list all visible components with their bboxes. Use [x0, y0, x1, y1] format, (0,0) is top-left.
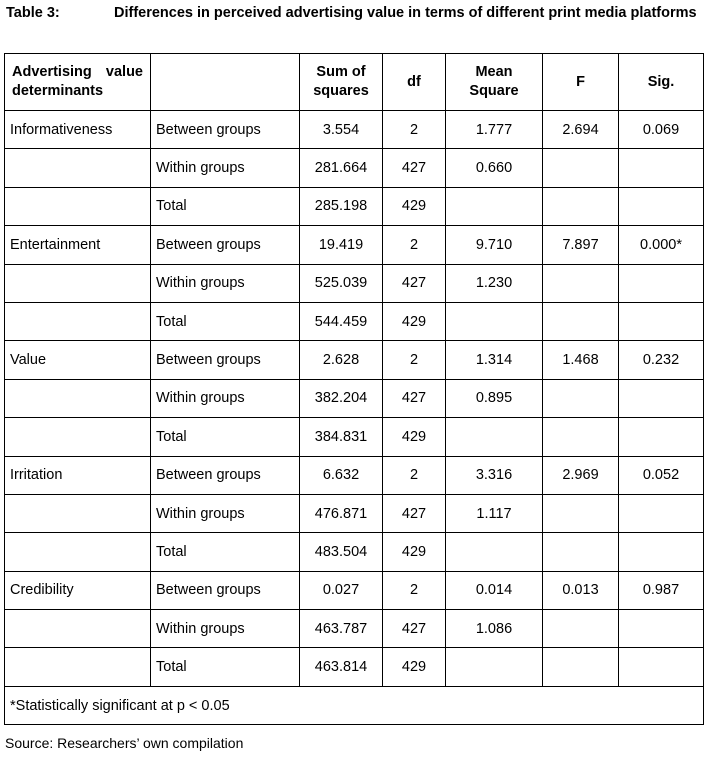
mean-square-cell: 0.660 — [446, 149, 543, 187]
group-cell: Total — [151, 418, 300, 456]
sum-of-squares-cell: 281.664 — [300, 149, 383, 187]
f-cell — [543, 187, 619, 225]
mean-square-cell — [446, 418, 543, 456]
table-row — [5, 648, 704, 686]
f-cell: 7.897 — [543, 226, 619, 264]
header-row — [5, 54, 704, 111]
sig-cell — [619, 264, 704, 302]
mean-square-cell — [446, 302, 543, 340]
df-cell: 2 — [383, 456, 446, 494]
group-cell: Within groups — [151, 379, 300, 417]
sig-cell — [619, 379, 704, 417]
mean-square-cell — [446, 187, 543, 225]
group-cell: Within groups — [151, 494, 300, 532]
group-cell: Between groups — [151, 111, 300, 149]
df-cell: 429 — [383, 648, 446, 686]
mean-square-cell: 0.014 — [446, 571, 543, 609]
mean-square-cell: 1.086 — [446, 610, 543, 648]
table-row — [5, 226, 704, 264]
df-cell: 427 — [383, 610, 446, 648]
table-row — [5, 456, 704, 494]
sum-of-squares-cell: 525.039 — [300, 264, 383, 302]
table-row — [5, 111, 704, 149]
table-row — [5, 264, 704, 302]
group-cell: Total — [151, 533, 300, 571]
group-cell: Within groups — [151, 264, 300, 302]
mean-square-cell — [446, 533, 543, 571]
table-row — [5, 149, 704, 187]
table-row — [5, 302, 704, 340]
table-caption — [6, 4, 704, 46]
sig-cell — [619, 494, 704, 532]
group-cell: Between groups — [151, 226, 300, 264]
f-cell — [543, 648, 619, 686]
group-cell: Between groups — [151, 341, 300, 379]
table-row — [5, 341, 704, 379]
f-cell — [543, 302, 619, 340]
f-cell: 2.969 — [543, 456, 619, 494]
f-cell — [543, 610, 619, 648]
header-determinants: Advertising value determinants — [5, 54, 151, 111]
sum-of-squares-cell: 544.459 — [300, 302, 383, 340]
sig-cell — [619, 187, 704, 225]
sum-of-squares-cell: 2.628 — [300, 341, 383, 379]
determinant-cell: Entertainment — [5, 226, 151, 264]
mean-square-cell: 1.230 — [446, 264, 543, 302]
determinant-cell — [5, 648, 151, 686]
header-mean-square: Mean Square — [446, 54, 543, 111]
sig-cell — [619, 533, 704, 571]
footnote: *Statistically significant at p < 0.05 — [5, 686, 704, 724]
header-group — [151, 54, 300, 111]
df-cell: 2 — [383, 341, 446, 379]
sum-of-squares-cell: 483.504 — [300, 533, 383, 571]
f-cell — [543, 379, 619, 417]
header-sum-of-squares: Sum of squares — [300, 54, 383, 111]
df-cell: 427 — [383, 149, 446, 187]
f-cell — [543, 533, 619, 571]
group-cell: Total — [151, 187, 300, 225]
table-row — [5, 418, 704, 456]
determinant-cell — [5, 302, 151, 340]
group-cell: Within groups — [151, 149, 300, 187]
df-cell: 429 — [383, 187, 446, 225]
df-cell: 429 — [383, 533, 446, 571]
df-cell: 429 — [383, 302, 446, 340]
table-row — [5, 610, 704, 648]
sum-of-squares-cell: 463.814 — [300, 648, 383, 686]
df-cell: 427 — [383, 379, 446, 417]
determinant-cell — [5, 418, 151, 456]
mean-square-cell: 9.710 — [446, 226, 543, 264]
mean-square-cell — [446, 648, 543, 686]
df-cell: 429 — [383, 418, 446, 456]
sig-cell: 0.000* — [619, 226, 704, 264]
sum-of-squares-cell: 285.198 — [300, 187, 383, 225]
mean-square-cell: 1.777 — [446, 111, 543, 149]
f-cell — [543, 264, 619, 302]
group-cell: Between groups — [151, 571, 300, 609]
f-cell — [543, 494, 619, 532]
sig-cell: 0.232 — [619, 341, 704, 379]
table-row — [5, 571, 704, 609]
f-cell: 1.468 — [543, 341, 619, 379]
group-cell: Total — [151, 302, 300, 340]
sum-of-squares-cell: 463.787 — [300, 610, 383, 648]
sum-of-squares-cell: 19.419 — [300, 226, 383, 264]
df-cell: 427 — [383, 264, 446, 302]
sum-of-squares-cell: 384.831 — [300, 418, 383, 456]
determinant-cell: Irritation — [5, 456, 151, 494]
mean-square-cell: 1.117 — [446, 494, 543, 532]
table-row — [5, 494, 704, 532]
table-label: Table 3: — [6, 5, 60, 21]
header-sig: Sig. — [619, 54, 704, 111]
determinant-cell: Value — [5, 341, 151, 379]
determinant-cell — [5, 264, 151, 302]
group-cell: Total — [151, 648, 300, 686]
source-note: Source: Researchers’ own compilation — [5, 735, 244, 751]
sig-cell — [619, 610, 704, 648]
df-cell: 427 — [383, 494, 446, 532]
df-cell: 2 — [383, 111, 446, 149]
header-f: F — [543, 54, 619, 111]
determinant-cell — [5, 187, 151, 225]
determinant-cell — [5, 149, 151, 187]
footnote-row — [5, 686, 704, 724]
determinant-cell — [5, 379, 151, 417]
determinant-cell — [5, 533, 151, 571]
group-cell: Within groups — [151, 610, 300, 648]
sig-cell: 0.069 — [619, 111, 704, 149]
table-title: Differences in perceived advertising value in terms of different print media platforms — [114, 5, 697, 21]
determinant-cell: Informativeness — [5, 111, 151, 149]
sig-cell: 0.052 — [619, 456, 704, 494]
sig-cell — [619, 418, 704, 456]
sum-of-squares-cell: 476.871 — [300, 494, 383, 532]
determinant-cell: Credibility — [5, 571, 151, 609]
sig-cell — [619, 302, 704, 340]
df-cell: 2 — [383, 226, 446, 264]
sig-cell: 0.987 — [619, 571, 704, 609]
mean-square-cell: 0.895 — [446, 379, 543, 417]
sum-of-squares-cell: 6.632 — [300, 456, 383, 494]
table-row — [5, 379, 704, 417]
mean-square-cell: 3.316 — [446, 456, 543, 494]
group-cell: Between groups — [151, 456, 300, 494]
sum-of-squares-cell: 382.204 — [300, 379, 383, 417]
sum-of-squares-cell: 0.027 — [300, 571, 383, 609]
mean-square-cell: 1.314 — [446, 341, 543, 379]
sum-of-squares-cell: 3.554 — [300, 111, 383, 149]
f-cell: 0.013 — [543, 571, 619, 609]
table-row — [5, 187, 704, 225]
sig-cell — [619, 648, 704, 686]
anova-table — [4, 53, 704, 725]
sig-cell — [619, 149, 704, 187]
determinant-cell — [5, 494, 151, 532]
determinant-cell — [5, 610, 151, 648]
f-cell — [543, 149, 619, 187]
table-row — [5, 533, 704, 571]
header-df: df — [383, 54, 446, 111]
df-cell: 2 — [383, 571, 446, 609]
f-cell — [543, 418, 619, 456]
f-cell: 2.694 — [543, 111, 619, 149]
